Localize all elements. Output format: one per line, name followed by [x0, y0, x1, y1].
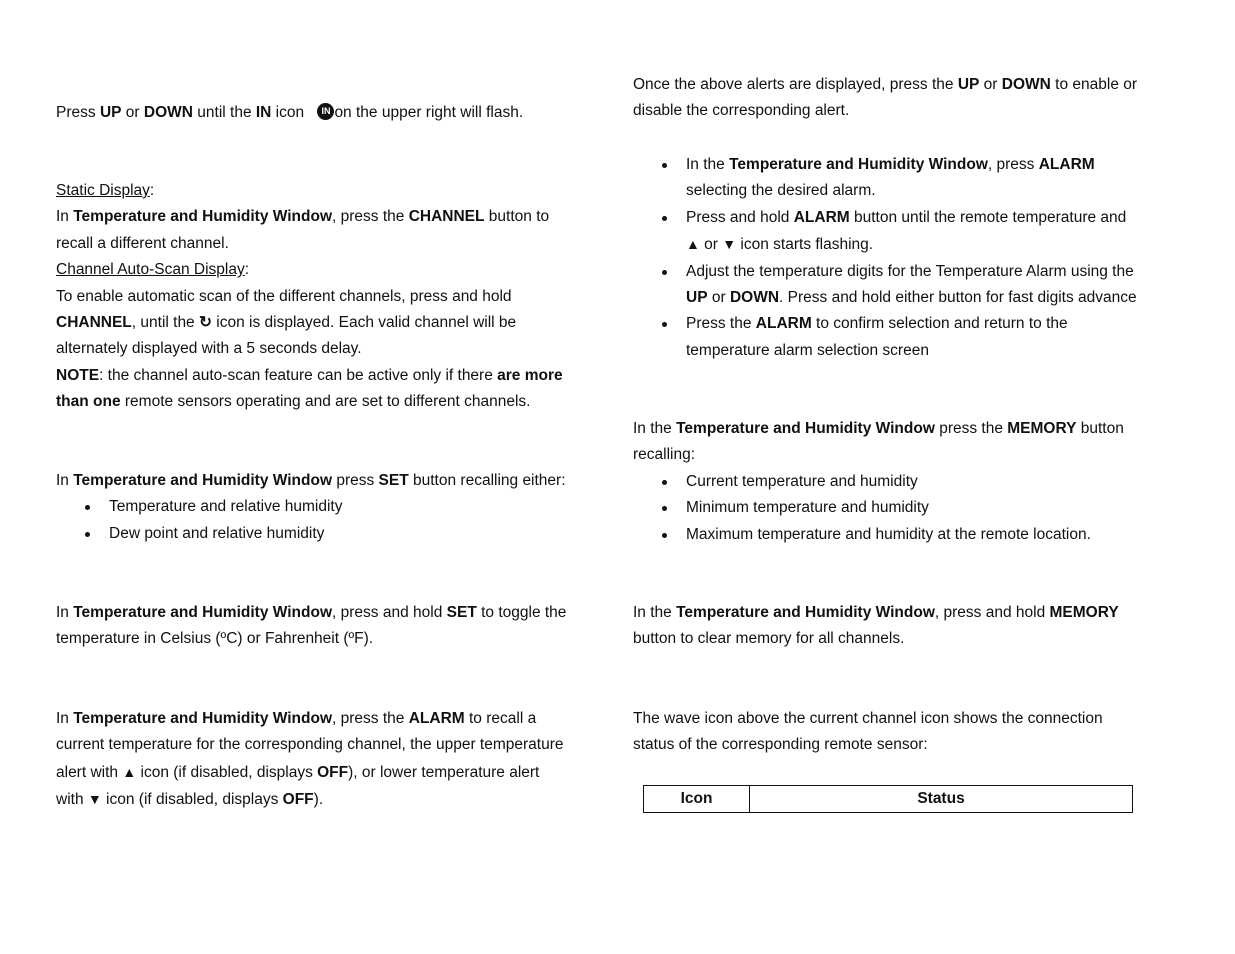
- set-recall-list: [56, 494, 568, 547]
- list-item: Minimum temperature and humidity: [633, 495, 1139, 521]
- refresh-icon: ↻: [199, 314, 212, 332]
- icon-column-header: Icon: [644, 786, 750, 813]
- auto-scan-heading: Channel Auto-Scan Display: [56, 261, 245, 279]
- memory-clear-section: In the Temperature and Humidity Window, press and hold MEMORY button to clear memory for all channels.: [633, 604, 1119, 648]
- list-item: Maximum temperature and humidity at the remote location.: [633, 522, 1139, 548]
- down-arrow-icon: ▼: [87, 791, 102, 808]
- alarm-recall-section: In Temperature and Humidity Window, press the ALARM to recall a current temperature for the corresponding channel, the upper temperature alert with ▲ icon (if disabled, displays OFF), or lower temperature alert with ▼ icon (if disabled, displays OFF).: [56, 710, 564, 809]
- in-icon-paragraph: Press UP or DOWN until the IN icon IN on the upper right will flash.: [56, 104, 524, 121]
- list-item: Temperature and relative humidity: [56, 494, 568, 520]
- memory-recall-section: In the Temperature and Humidity Window press the MEMORY button recalling: Current temperature and humidity Minimum temperature and humidity Maximum temperature and humidity at the remote location.: [633, 416, 1139, 548]
- alerts-toggle-paragraph: Once the above alerts are displayed, press the UP or DOWN to enable or disable the corresponding alert.: [633, 76, 1138, 120]
- alarm-steps-list: [633, 152, 1139, 364]
- up-arrow-icon: ▲: [122, 763, 137, 780]
- wave-text: The wave icon above the current channel icon shows the connection status of the corresponding remote sensor:: [633, 710, 1103, 754]
- list-item: In the Temperature and Humidity Window, press ALARM selecting the desired alarm.: [633, 152, 1139, 205]
- set-recall-section: In Temperature and Humidity Window press SET button recalling either: Temperature and relative humidity Dew point and relative humidity: [56, 468, 568, 547]
- list-item: Current temperature and humidity: [633, 469, 1139, 495]
- list-item: Adjust the temperature digits for the Temperature Alarm using the UP or DOWN. Press and hold either button for fast digits advance: [633, 259, 1139, 312]
- list-item: Dew point and relative humidity: [56, 521, 568, 547]
- memory-recall-list: [633, 469, 1139, 548]
- status-column-header: Status: [750, 786, 1133, 813]
- static-display-heading: Static Display: [56, 182, 150, 199]
- status-table: [643, 785, 1133, 813]
- static-display-text: In Temperature and Humidity Window, press the CHANNEL button to recall a different channel.: [56, 208, 550, 252]
- note-text: NOTE: the channel auto-scan feature can be active only if there are more than one remote sensors operating and are set to different channels.: [56, 366, 563, 411]
- auto-scan-text: To enable automatic scan of the different channels, press and hold CHANNEL, until the ↻ icon is displayed. Each valid channel will be alternately displayed with a 5 seconds delay.: [56, 287, 517, 358]
- table-header-row: [644, 786, 1133, 813]
- up-arrow-icon: ▲: [686, 236, 700, 253]
- in-icon: IN: [317, 103, 334, 120]
- down-arrow-icon: ▼: [722, 236, 737, 253]
- static-display-section: Static Display: In Temperature and Humidity Window, press the CHANNEL button to recall a different channel. Channel Auto-Scan Display: To enable automatic scan of the different channels, press and hold CHANNEL, until the ↻ icon is displayed. Each valid channel will be alternately displayed with a 5 seconds delay. NOTE: the channel auto-scan feature can be active only if there are more than one remote sensors operating and are set to different channels.: [56, 178, 568, 416]
- wave-icon-section: [633, 706, 1139, 759]
- list-item: Press and hold ALARM button until the remote temperature and ▲ or ▼ icon starts flashing.: [633, 205, 1139, 259]
- set-hold-section: In Temperature and Humidity Window, press and hold SET to toggle the temperature in Celsius (ºC) or Fahrenheit (ºF).: [56, 604, 567, 648]
- list-item: Press the ALARM to confirm selection and return to the temperature alarm selection screen: [633, 311, 1139, 364]
- alarm-steps-section: [633, 152, 1139, 364]
